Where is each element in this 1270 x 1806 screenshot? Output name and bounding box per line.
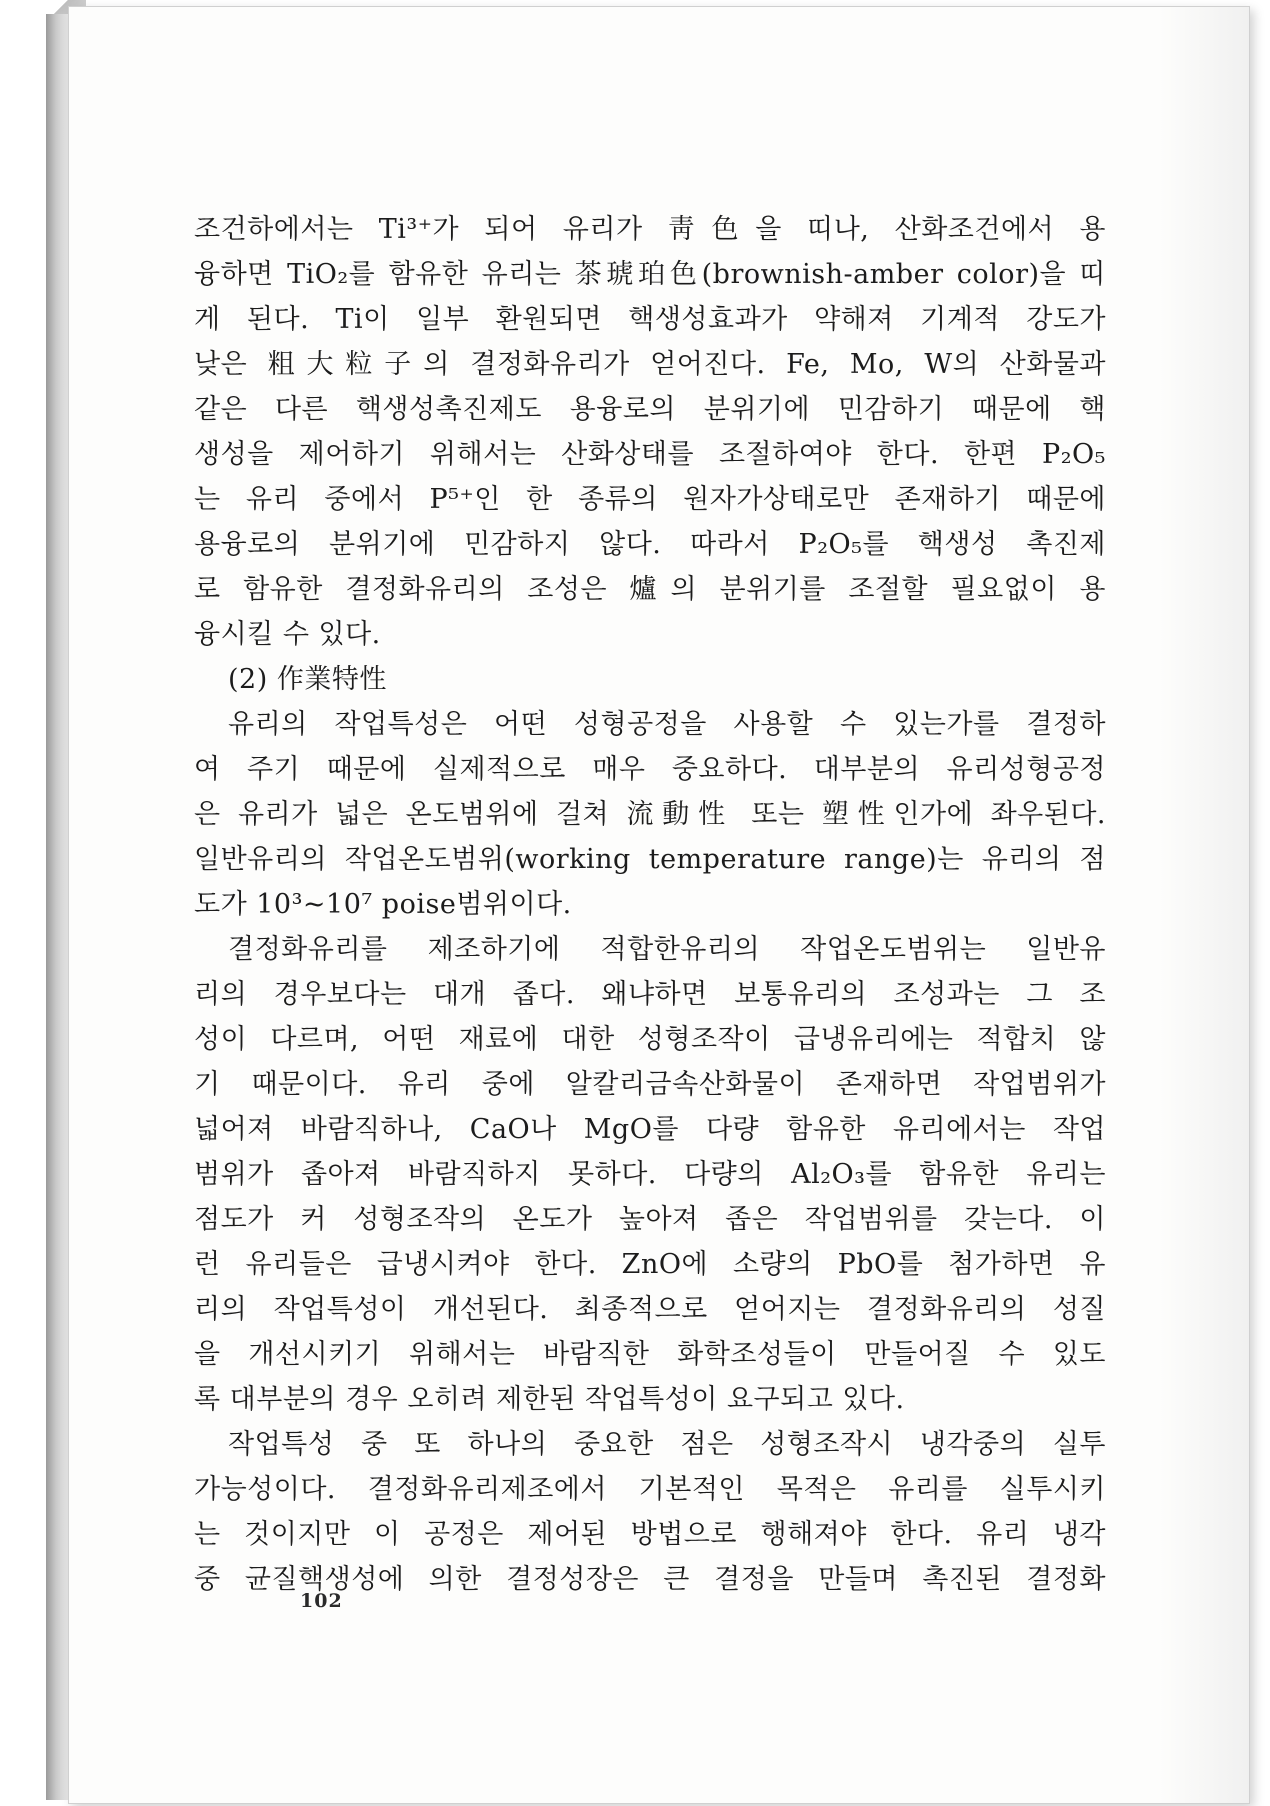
text-line: 로 함유한 결정화유리의 조성은 爐의 분위기를 조절할 필요없이 용 (194, 574, 1106, 605)
text-line: 작업특성 중 또 하나의 중요한 점은 성형조작시 냉각중의 실투 (228, 1429, 1106, 1460)
text-line: 일반유리의 작업온도범위(working temperature range)는 유리의 점 (194, 844, 1106, 875)
text-line: 는 것이지만 이 공정은 제어된 방법으로 행해져야 한다. 유리 냉각 (194, 1519, 1106, 1550)
text-line: 중 균질핵생성에 의한 결정성장은 큰 결정을 만들며 촉진된 결정화 (194, 1564, 1106, 1595)
text-line: 가능성이다. 결정화유리제조에서 기본적인 목적은 유리를 실투시키 (194, 1474, 1106, 1505)
text-line: 는 유리 중에서 P⁵⁺인 한 종류의 원자가상태로만 존재하기 때문에 (194, 484, 1106, 515)
text-line: 게 된다. Ti이 일부 환원되면 핵생성효과가 약해져 기계적 강도가 (194, 304, 1106, 335)
page-number: 102 (300, 1590, 343, 1612)
text-line: 범위가 좁아져 바람직하지 못하다. 다량의 Al₂O₃를 함유한 유리는 (194, 1159, 1106, 1190)
text-line: 기 때문이다. 유리 중에 알칼리금속산화물이 존재하면 작업범위가 (194, 1069, 1106, 1100)
page-shading (1159, 7, 1249, 1803)
text-line: 융시킬 수 있다. (194, 619, 381, 650)
text-line: 도가 10³~10⁷ poise범위이다. (194, 889, 572, 920)
text-line: 조건하에서는 Ti³⁺가 되어 유리가 靑色을 띠나, 산화조건에서 용 (194, 214, 1106, 245)
text-line: 용융로의 분위기에 민감하지 않다. 따라서 P₂O₅를 핵생성 촉진제 (194, 529, 1106, 560)
text-line: 런 유리들은 급냉시켜야 한다. ZnO에 소량의 PbO를 첨가하면 유 (194, 1249, 1106, 1280)
text-line: 리의 경우보다는 대개 좁다. 왜냐하면 보통유리의 조성과는 그 조 (194, 979, 1106, 1010)
text-line: 리의 작업특성이 개선된다. 최종적으로 얻어지는 결정화유리의 성질 (194, 1294, 1106, 1325)
page-body-text (194, 207, 1106, 1602)
text-line: 넓어져 바람직하나, CaO나 MgO를 다량 함유한 유리에서는 작업 (194, 1114, 1106, 1145)
text-line: 낮은 粗大粒子의 결정화유리가 얻어진다. Fe, Mo, W의 산화물과 (194, 349, 1106, 380)
text-line: 록 대부분의 경우 오히려 제한된 작업특성이 요구되고 있다. (194, 1384, 905, 1415)
text-line: 결정화유리를 제조하기에 적합한유리의 작업온도범위는 일반유 (228, 934, 1106, 965)
text-line: 유리의 작업특성은 어떤 성형공정을 사용할 수 있는가를 결정하 (228, 709, 1106, 740)
text-line: 은 유리가 넓은 온도범위에 걸쳐 流動性 또는 塑性인가에 좌우된다. (194, 799, 1106, 830)
text-line: 융하면 TiO₂를 함유한 유리는 茶琥珀色(brownish-amber color)을 띠 (194, 259, 1106, 290)
text-line: 생성을 제어하기 위해서는 산화상태를 조절하여야 한다. 한편 P₂O₅ (194, 439, 1106, 470)
text-line: 같은 다른 핵생성촉진제도 용융로의 분위기에 민감하기 때문에 핵 (194, 394, 1106, 425)
text-line: 여 주기 때문에 실제적으로 매우 중요하다. 대부분의 유리성형공정 (194, 754, 1106, 785)
text-line: 을 개선시키기 위해서는 바람직한 화학조성들이 만들어질 수 있도 (194, 1339, 1106, 1370)
text-line: 성이 다르며, 어떤 재료에 대한 성형조작이 급냉유리에는 적합치 않 (194, 1024, 1106, 1055)
section-heading: (2) 作業特性 (228, 664, 387, 695)
book-spine-edge (46, 10, 68, 1800)
text-line: 점도가 커 성형조작의 온도가 높아져 좁은 작업범위를 갖는다. 이 (194, 1204, 1106, 1235)
